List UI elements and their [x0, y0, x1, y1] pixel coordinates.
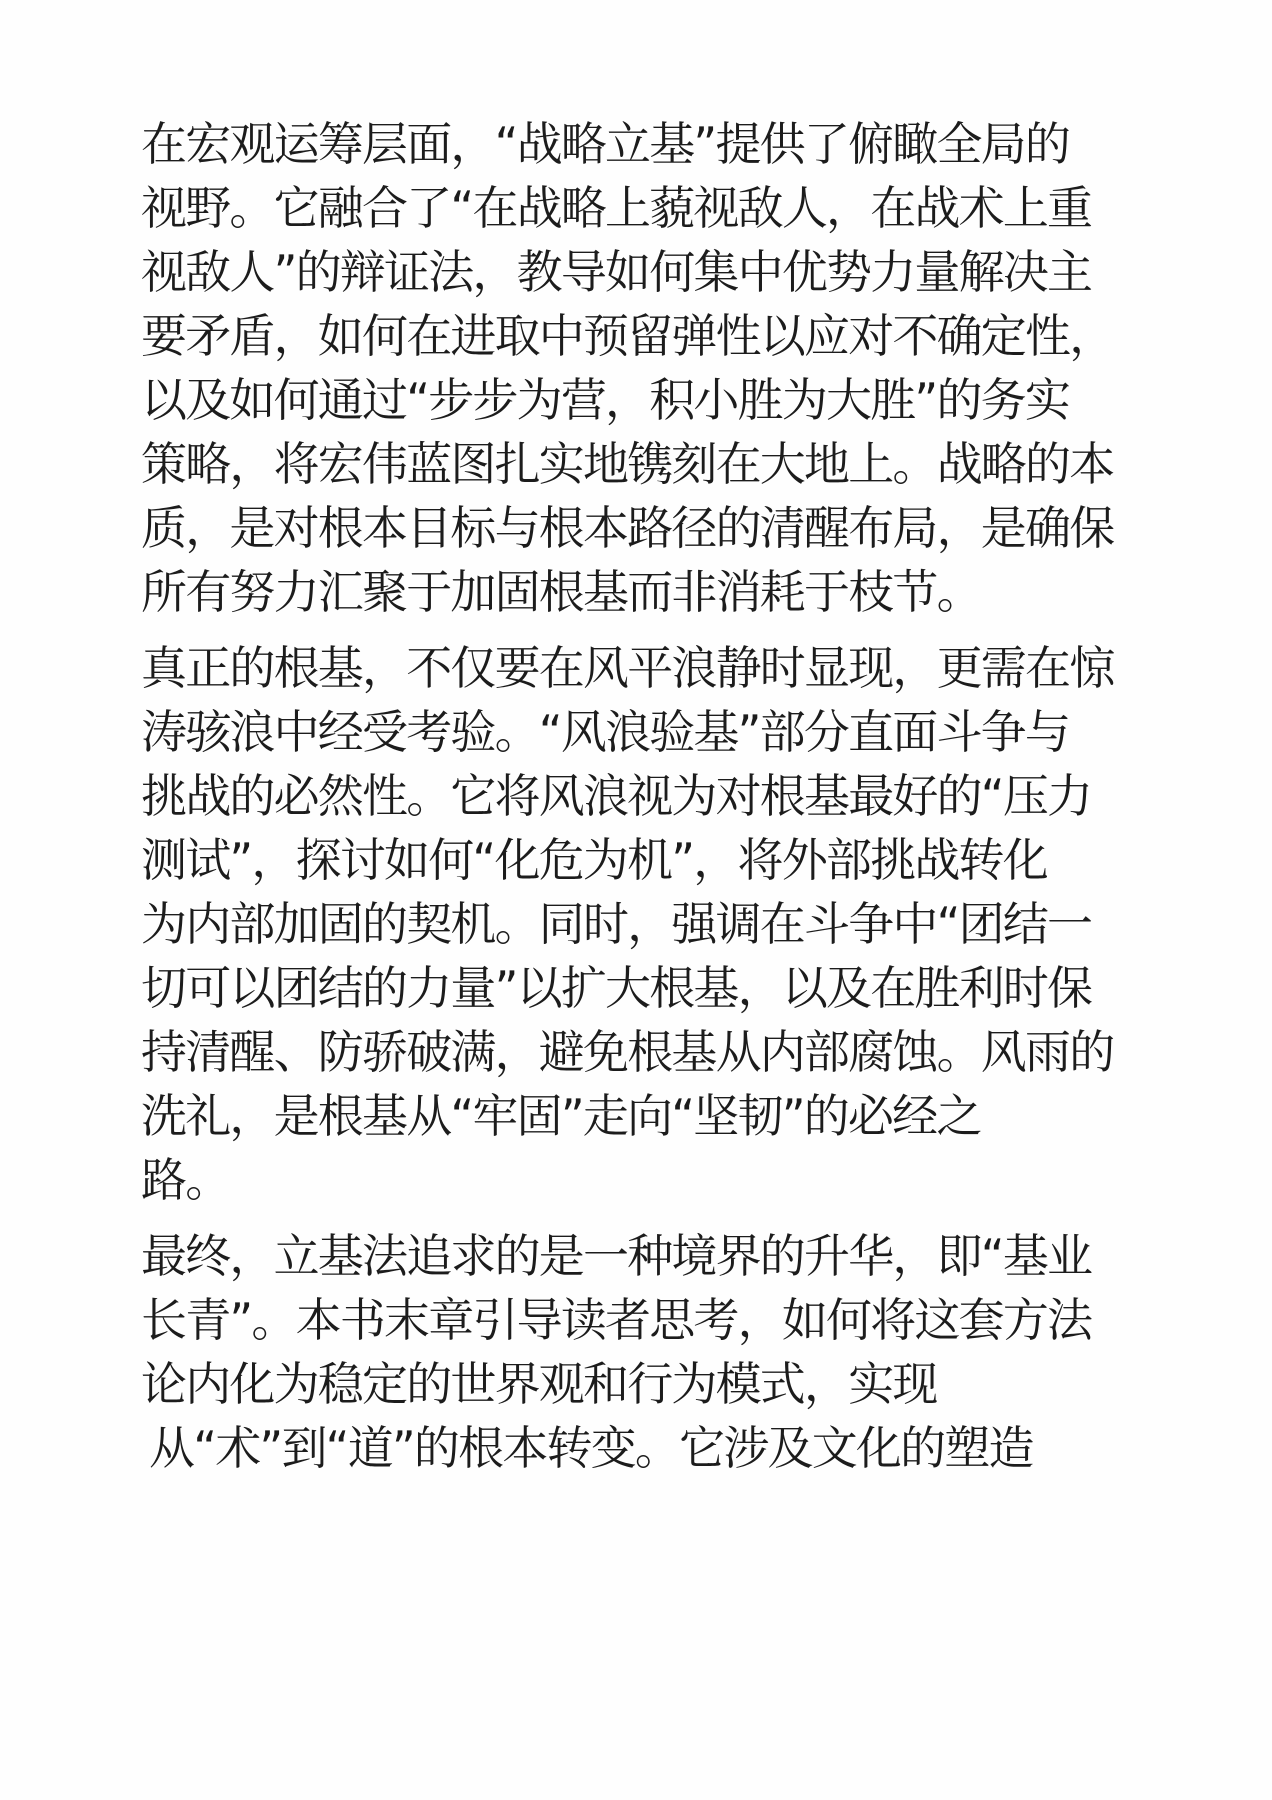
text-line: 策略，将宏伟蓝图扎实地镌刻在大地上。战略的本: [141, 437, 1114, 491]
text-line: 以及如何通过“步步为营，积小胜为大胜”的务实: [141, 373, 1070, 427]
text-line: 论内化为稳定的世界观和行为模式，实现: [141, 1357, 937, 1411]
text-line: 在宏观运筹层面，“战略立基”提供了俯瞰全局的: [141, 117, 1070, 171]
text-line: 挑战的必然性。它将风浪视为对根基最好的“压力: [141, 769, 1092, 823]
text-line: 路。: [141, 1153, 230, 1207]
text-line: 洗礼，是根基从“牢固”走向“坚韧”的必经之: [141, 1089, 981, 1143]
text-line: 涛骇浪中经受考验。“风浪验基”部分直面斗争与: [141, 705, 1070, 759]
paragraph-evergreen: [141, 1224, 1141, 1480]
paragraph-storm: [141, 636, 1141, 1212]
text-line: 长青”。本书末章引导读者思考，如何将这套方法: [141, 1293, 1092, 1347]
text-line: 最终，立基法追求的是一种境界的升华，即“基业: [141, 1229, 1092, 1283]
paragraph-strategy: [141, 112, 1141, 624]
text-line: 测试”，探讨如何“化危为机”，将外部挑战转化: [141, 833, 1047, 887]
text-line: 持清醒、防骄破满，避免根基从内部腐蚀。风雨的: [141, 1025, 1114, 1079]
text-line: 真正的根基，不仅要在风平浪静时显现，更需在惊: [141, 641, 1114, 695]
text-line: 质，是对根本目标与根本路径的清醒布局，是确保: [141, 501, 1114, 555]
paragraph-gap: [141, 624, 1141, 636]
text-line: 要矛盾，如何在进取中预留弹性以应对不确定性，: [141, 309, 1114, 363]
text-line: 所有努力汇聚于加固根基而非消耗于枝节。: [141, 565, 981, 619]
text-line: 从“术”到“道”的根本转变。它涉及文化的塑造: [149, 1421, 1033, 1475]
text-line: 为内部加固的契机。同时，强调在斗争中“团结一: [141, 897, 1092, 951]
body-text: [141, 112, 1141, 1480]
text-line: 视野。它融合了“在战略上藐视敌人，在战术上重: [141, 181, 1092, 235]
text-line: 视敌人”的辩证法，教导如何集中优势力量解决主: [141, 245, 1092, 299]
text-line: 切可以团结的力量”以扩大根基，以及在胜利时保: [141, 961, 1092, 1015]
paragraph-gap: [141, 1212, 1141, 1224]
